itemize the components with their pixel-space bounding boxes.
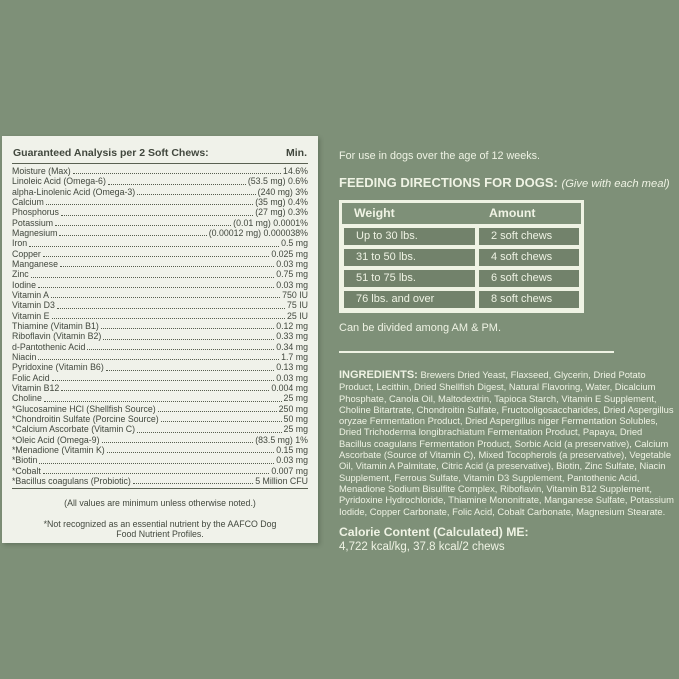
- nutrient-name: Moisture (Max): [12, 166, 71, 176]
- amount-cell: 4 soft chews: [477, 247, 581, 268]
- nutrient-name: Potassium: [12, 217, 54, 228]
- feeding-directions-subtitle: (Give with each meal): [561, 178, 670, 190]
- nutrient-value: 0.75 mg: [276, 269, 308, 280]
- dot-leader: [103, 339, 274, 340]
- nutrient-value: (53.5 mg) 0.6%: [247, 176, 308, 187]
- nutrient-value: 0.13 mg: [276, 362, 308, 373]
- dot-leader: [61, 215, 253, 216]
- weight-cell: 51 to 75 lbs.: [342, 268, 477, 289]
- nutrient-name: Thiamine (Vitamin B1): [12, 320, 99, 331]
- nutrient-name: Folic Acid: [12, 372, 50, 383]
- dot-leader: [107, 452, 274, 453]
- nutrient-name: Magnesium: [12, 227, 58, 238]
- nutrient-row: [12, 187, 308, 197]
- nutrient-name: *Chondroitin Sulfate (Porcine Source): [12, 413, 159, 424]
- feeding-directions-table: [339, 200, 584, 313]
- nutrient-row: [12, 290, 308, 300]
- nutrient-row: [12, 393, 308, 403]
- dot-leader: [101, 328, 274, 329]
- nutrient-row: [12, 424, 308, 434]
- nutrient-name: *Cobalt: [12, 465, 41, 476]
- dot-leader: [31, 277, 275, 278]
- dot-leader: [102, 442, 254, 443]
- nutrient-row: [12, 435, 308, 445]
- feeding-table-row: [342, 247, 581, 268]
- nutrient-name: *Calcium Ascorbate (Vitamin C): [12, 424, 136, 435]
- dot-leader: [52, 380, 275, 381]
- dot-leader: [55, 225, 231, 226]
- nutrient-name: Phosphorus: [12, 207, 59, 218]
- nutrient-name: Niacin: [12, 351, 37, 362]
- amount-cell: 2 soft chews: [477, 226, 581, 247]
- nutrient-name: alpha-Linolenic Acid (Omega-3): [12, 186, 136, 197]
- nutrient-value: 0.5 mg: [281, 238, 308, 249]
- nutrient-name: Choline: [12, 393, 42, 404]
- dot-leader: [60, 266, 274, 267]
- dot-leader: [39, 463, 274, 464]
- dot-leader: [46, 204, 253, 205]
- nutrient-value: 250 mg: [278, 403, 308, 414]
- ingredients-text: Brewers Dried Yeast, Flaxseed, Glycerin, Dried Potato Product, Lecithin, Dried Shellfish Digest, Natural Flavoring, Water, Dicalcium Phosphate, Canola Oil, Maltodextrin, Tapioca Starch, Vitamin E Supplement, Choline Bitartrate, Chondroitin Sulfate, Fructooligosaccharides, Dried Aspergillus oryzae Fermentation Product, Dried Aspergillus niger Fermentation Solubles, Dried Trichoderma longibrachiatum Fermentation Product, Papaya, Dried Bacillus coagulans Fermentation Product, Sorbic Acid (a preservative), Calcium Ascorbate (Source of Vitamin C), Mixed Tocopherols (a preservative), Vegetable Oil, Vitamin A Palmitate, Citric Acid (a preservative), Biotin, Zinc Sulfate, Niacin Supplement, Ferrous Sulfate, Vitamin D3 Supplement, Pantothenic Acid, Menadione Sodium Bisulfite Complex, Riboflavin, Vitamin B12 Supplement, Pyridoxine Hydrochloride, Thiamine Mononitrate, Manganese Sulfate, Potassium Iodide, Copper Carbonate, Folic Acid, Cobalt Carbonate, Magnesium Stearate.: [339, 369, 674, 517]
- min-column-label: Min.: [286, 147, 307, 159]
- dot-leader: [87, 349, 274, 350]
- nutrient-value: 0.34 mg: [276, 341, 308, 352]
- dot-leader: [133, 483, 253, 484]
- dot-leader: [38, 359, 279, 360]
- ingredients-paragraph: [339, 369, 676, 517]
- notes-divider-line: [12, 488, 308, 489]
- dot-leader: [106, 370, 274, 371]
- nutrient-row: [12, 249, 308, 259]
- nutrient-name: Vitamin D3: [12, 300, 55, 311]
- weight-column-header: Weight: [342, 203, 477, 226]
- nutrient-value: 0.33 mg: [276, 331, 308, 342]
- guaranteed-analysis-rows: [12, 166, 308, 486]
- nutrient-row: [12, 476, 308, 486]
- nutrient-name: *Oleic Acid (Omega-9): [12, 434, 100, 445]
- am-pm-note: Can be divided among AM & PM.: [339, 322, 502, 334]
- nutrient-row: [12, 373, 308, 383]
- nutrient-value: 75 IU: [286, 300, 308, 311]
- nutrient-value: 25 mg: [283, 393, 308, 404]
- dot-leader: [61, 390, 269, 391]
- calorie-content-value: 4,722 kcal/kg, 37.8 kcal/2 chews: [339, 540, 505, 553]
- nutrient-row: [12, 352, 308, 362]
- section-divider-line: [339, 351, 614, 353]
- feeding-info-column: [339, 150, 676, 553]
- nutrient-row: [12, 176, 308, 186]
- nutrient-row: [12, 269, 308, 279]
- nutrient-row: [12, 300, 308, 310]
- dot-leader: [137, 194, 255, 195]
- nutrient-row: [12, 342, 308, 352]
- dot-leader: [44, 401, 282, 402]
- nutrient-row: [12, 166, 308, 176]
- nutrient-row: [12, 238, 308, 248]
- feeding-table-row: [342, 289, 581, 310]
- dot-leader: [51, 297, 280, 298]
- feeding-directions-heading: [339, 176, 676, 191]
- nutrient-name: Manganese: [12, 258, 58, 269]
- amount-cell: 8 soft chews: [477, 289, 581, 310]
- nutrient-value: (35 mg) 0.4%: [255, 196, 308, 207]
- age-usage-note: For use in dogs over the age of 12 weeks.: [339, 150, 541, 162]
- nutrient-row: [12, 207, 308, 217]
- nutrient-name: *Bacillus coagulans (Probiotic): [12, 475, 131, 486]
- dot-leader: [73, 173, 281, 174]
- feeding-table-row: [342, 268, 581, 289]
- nutrient-row: [12, 311, 308, 321]
- feeding-table-header-row: [342, 203, 581, 226]
- nutrient-value: (83.5 mg) 1%: [255, 434, 308, 445]
- nutrient-name: Calcium: [12, 196, 44, 207]
- dot-leader: [161, 421, 282, 422]
- nutrient-name: d-Pantothenic Acid: [12, 341, 86, 352]
- nutrient-value: (0.00012 mg) 0.000038%: [208, 227, 308, 238]
- feeding-table-body: [342, 226, 581, 310]
- nutrient-row: [12, 331, 308, 341]
- nutrient-value: 0.025 mg: [271, 248, 308, 259]
- nutrient-value: 750 IU: [282, 289, 308, 300]
- nutrient-value: 0.004 mg: [271, 382, 308, 393]
- calorie-content-title: Calorie Content (Calculated) ME:: [339, 524, 529, 539]
- weight-cell: Up to 30 lbs.: [342, 226, 477, 247]
- nutrient-name: *Menadione (Vitamin K): [12, 444, 105, 455]
- nutrient-value: 0.15 mg: [276, 444, 308, 455]
- nutrient-name: Iron: [12, 238, 28, 249]
- nutrient-row: [12, 404, 308, 414]
- dot-leader: [38, 287, 274, 288]
- nutrient-value: 14.6%: [283, 166, 308, 176]
- nutrient-row: [12, 466, 308, 476]
- dot-leader: [57, 308, 285, 309]
- nutrient-value: 1.7 mg: [281, 351, 308, 362]
- nutrient-value: (0.01 mg) 0.0001%: [233, 217, 308, 228]
- minimum-values-note: (All values are minimum unless otherwise noted.): [64, 498, 256, 509]
- dot-leader: [43, 256, 269, 257]
- nutrient-value: 50 mg: [283, 413, 308, 424]
- dot-leader: [108, 184, 246, 185]
- nutrient-value: 25 mg: [283, 424, 308, 435]
- nutrient-value: (240 mg) 3%: [257, 186, 308, 197]
- dot-leader: [137, 432, 282, 433]
- guaranteed-analysis-panel: [2, 136, 318, 543]
- feeding-table-row: [342, 226, 581, 247]
- nutrient-value: 0.03 mg: [276, 372, 308, 383]
- nutrient-row: [12, 321, 308, 331]
- nutrient-name: *Biotin: [12, 455, 38, 466]
- guaranteed-analysis-title: Guaranteed Analysis per 2 Soft Chews:: [13, 147, 209, 159]
- nutrient-name: Vitamin E: [12, 310, 50, 321]
- feeding-directions-title: FEEDING DIRECTIONS FOR DOGS:: [339, 175, 558, 190]
- nutrient-name: Vitamin A: [12, 289, 49, 300]
- dot-leader: [43, 473, 269, 474]
- nutrient-name: *Glucosamine HCl (Shellfish Source): [12, 403, 156, 414]
- dot-leader: [158, 411, 277, 412]
- nutrient-value: 0.03 mg: [276, 258, 308, 269]
- nutrient-name: Riboflavin (Vitamin B2): [12, 331, 102, 342]
- nutrient-row: [12, 445, 308, 455]
- nutrient-name: Vitamin B12: [12, 382, 60, 393]
- ingredients-label: INGREDIENTS:: [339, 369, 418, 381]
- amount-cell: 6 soft chews: [477, 268, 581, 289]
- nutrient-row: [12, 414, 308, 424]
- dot-leader: [52, 318, 285, 319]
- nutrient-row: [12, 455, 308, 465]
- nutrient-name: Linoleic Acid (Omega-6): [12, 176, 106, 187]
- aafco-footnote: *Not recognized as an essential nutrient by the AAFCO Dog Food Nutrient Profiles.: [43, 518, 277, 540]
- nutrient-row: [12, 383, 308, 393]
- nutrient-name: Zinc: [12, 269, 29, 280]
- nutrient-row: [12, 280, 308, 290]
- nutrient-value: 25 IU: [286, 310, 308, 321]
- weight-cell: 76 lbs. and over: [342, 289, 477, 310]
- dot-leader: [29, 246, 279, 247]
- nutrient-row: [12, 259, 308, 269]
- amount-column-header: Amount: [477, 203, 581, 226]
- weight-cell: 31 to 50 lbs.: [342, 247, 477, 268]
- nutrient-name: Iodine: [12, 279, 36, 290]
- nutrient-value: 0.12 mg: [276, 320, 308, 331]
- guaranteed-analysis-header: [12, 147, 308, 164]
- nutrient-value: 0.007 mg: [271, 465, 308, 476]
- nutrient-name: Copper: [12, 248, 41, 259]
- nutrient-row: [12, 218, 308, 228]
- nutrient-value: 0.03 mg: [276, 455, 308, 466]
- nutrient-row: [12, 197, 308, 207]
- nutrient-name: Pyridoxine (Vitamin B6): [12, 362, 104, 373]
- nutrient-row: [12, 362, 308, 372]
- nutrient-value: 5 Million CFU: [255, 475, 308, 486]
- nutrient-row: [12, 228, 308, 238]
- dot-leader: [59, 235, 206, 236]
- nutrient-value: 0.03 mg: [276, 279, 308, 290]
- nutrient-value: (27 mg) 0.3%: [255, 207, 308, 218]
